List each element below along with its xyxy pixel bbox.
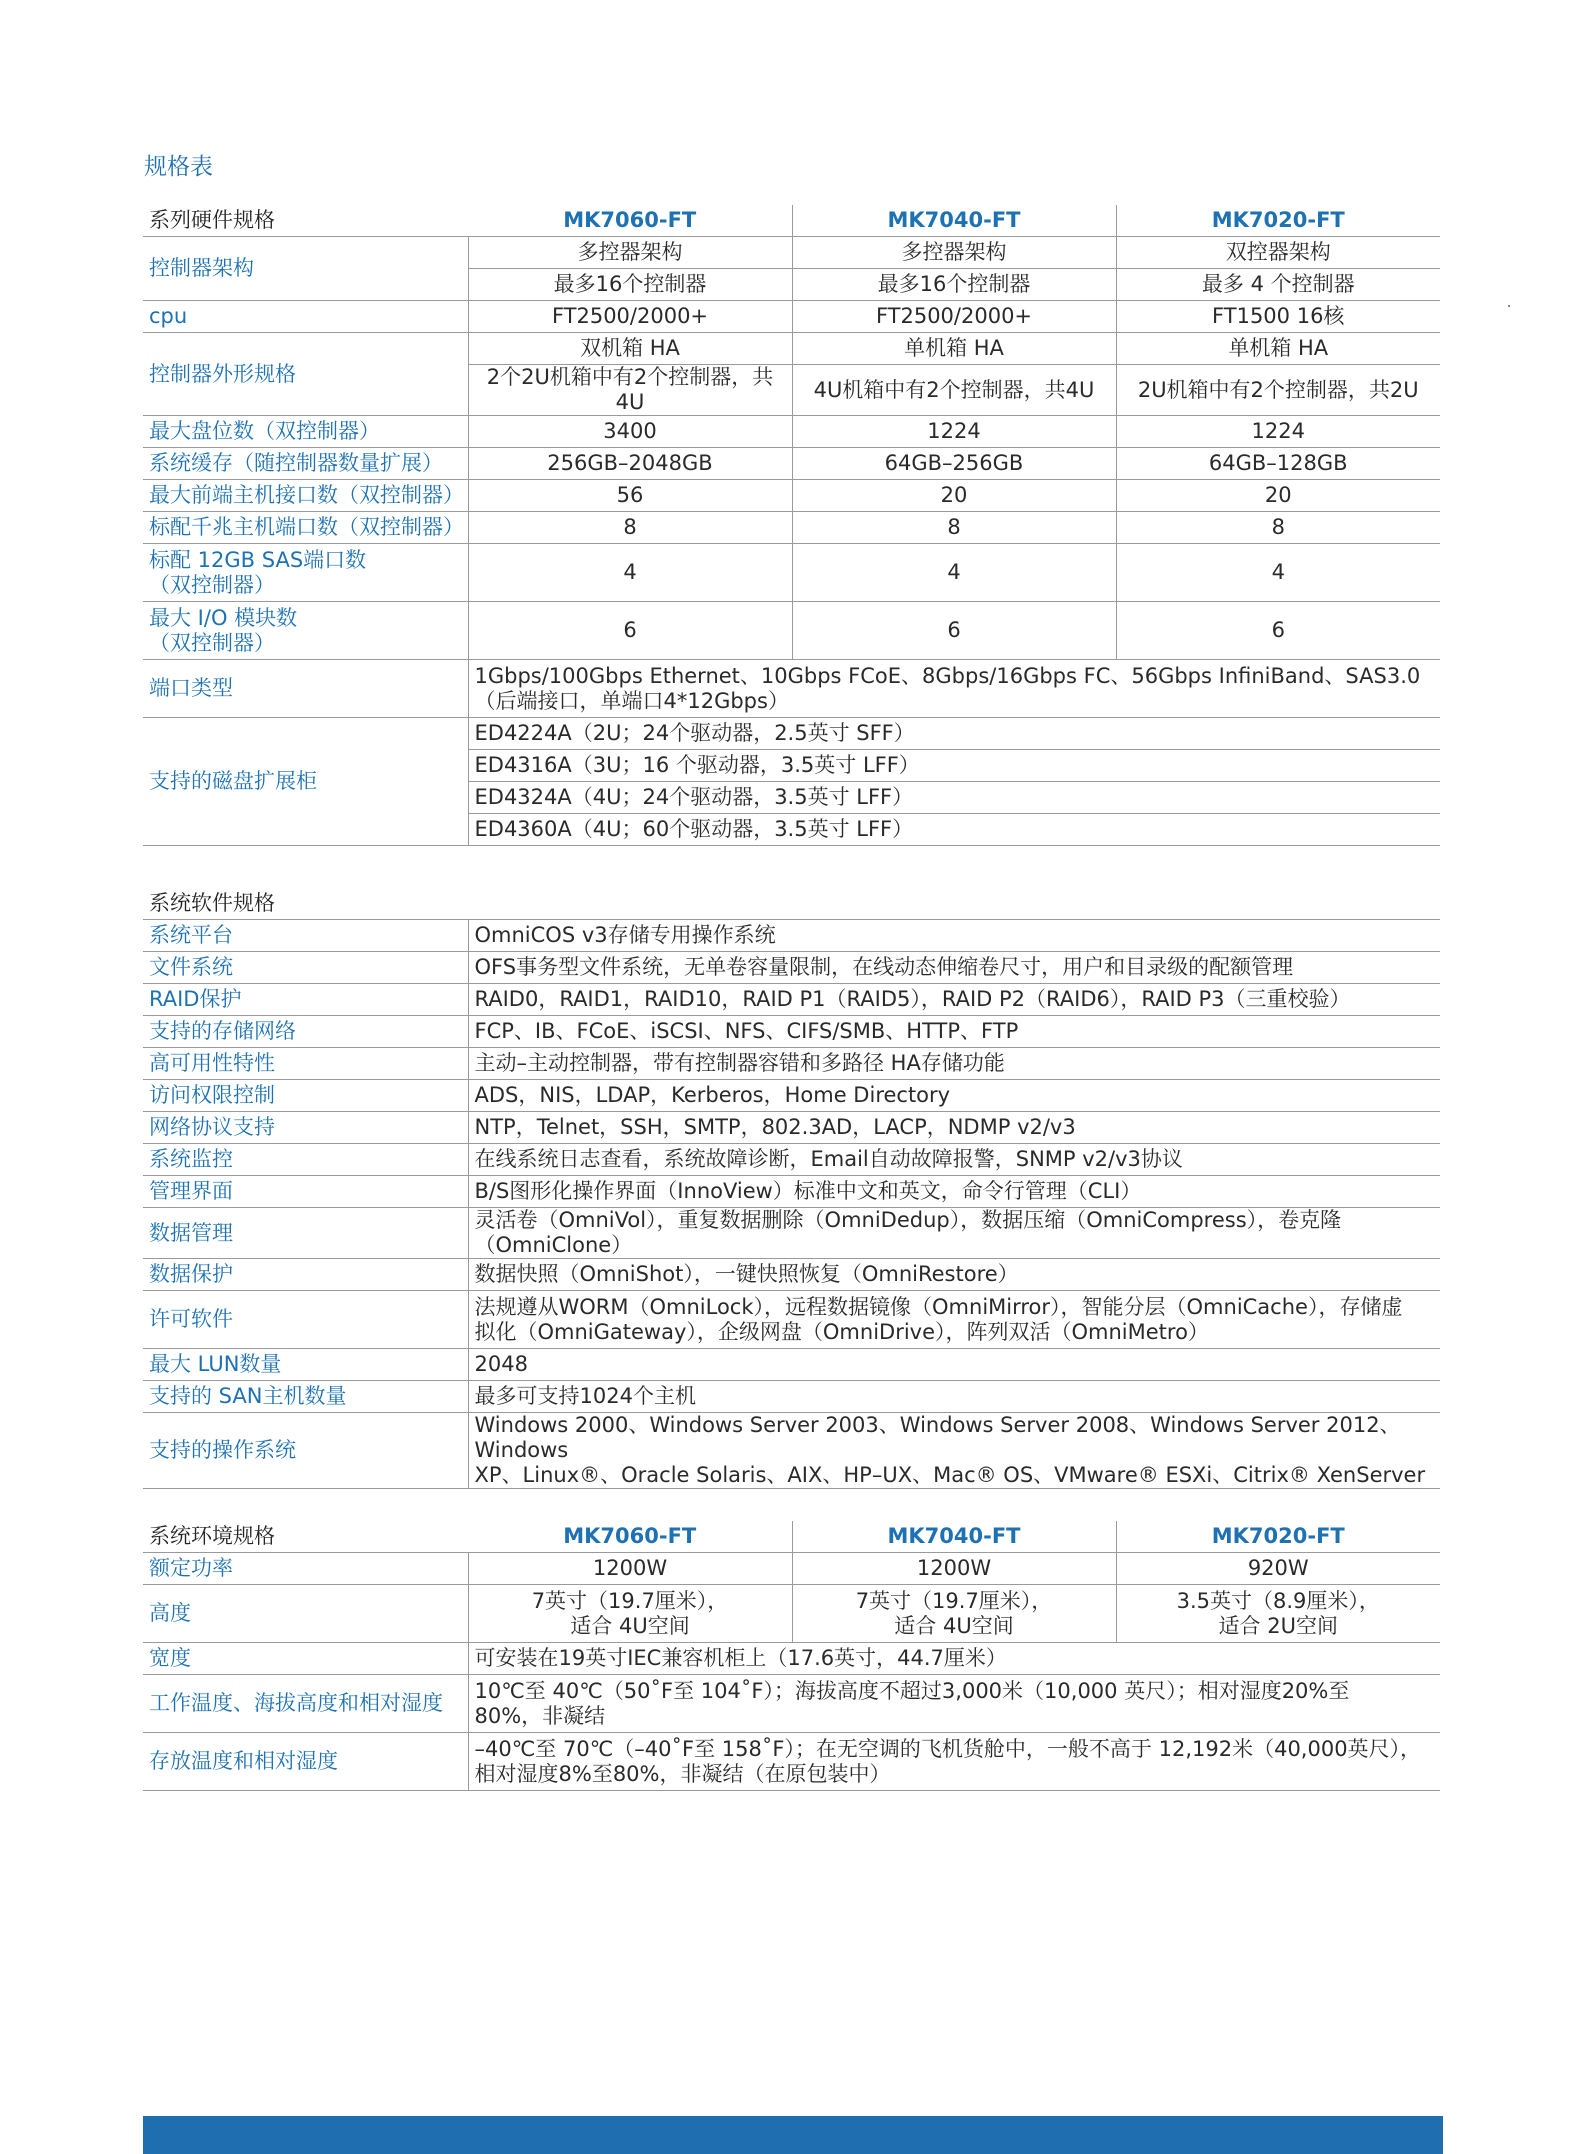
table-row [143, 1413, 1440, 1489]
row-label: 系统平台 [143, 920, 468, 952]
table-row [143, 301, 1440, 333]
row-value: OmniCOS v3存储专用操作系统 [468, 920, 1440, 952]
cell-value: 56 [468, 480, 792, 512]
cell-value: 双控器架构 [1116, 237, 1440, 269]
cell-value: 6 [792, 602, 1116, 660]
expansion-item: ED4224A（2U；24个驱动器，2.5英寸 SFF） [468, 718, 1440, 750]
table-row [143, 1291, 1440, 1349]
footer-bar [143, 2116, 1443, 2154]
row-label: 系统缓存（随控制器数量扩展） [143, 448, 468, 480]
port-type-value: 1Gbps/100Gbps Ethernet、10Gbps FCoE、8Gbps/16Gbps FC、56Gbps InfiniBand、SAS3.0 （后端接口，单端口4*12Gbps） [468, 660, 1440, 718]
cell-value: 1200W [792, 1553, 1116, 1585]
cell-value: 4 [792, 544, 1116, 602]
row-label: 工作温度、海拔高度和相对湿度 [143, 1675, 468, 1733]
row-label: 数据保护 [143, 1259, 468, 1291]
row-value: RAID0，RAID1，RAID10，RAID P1（RAID5），RAID P2（RAID6），RAID P3（三重校验） [468, 984, 1440, 1016]
expansion-row [143, 718, 1440, 750]
cell-value: 4 [1116, 544, 1440, 602]
row-label: cpu [143, 301, 468, 333]
table-row [143, 480, 1440, 512]
cell-value: 最多16个控制器 [468, 269, 792, 301]
environment-heading: 系统环境规格 [143, 1521, 468, 1553]
table-row [143, 544, 1440, 602]
cell-value: 8 [468, 512, 792, 544]
table-row [143, 448, 1440, 480]
cell-value: 64GB–256GB [792, 448, 1116, 480]
row-label: 访问权限控制 [143, 1080, 468, 1112]
row-label: 许可软件 [143, 1291, 468, 1349]
table-row [143, 1048, 1440, 1080]
table-row [143, 237, 1440, 269]
row-value: ADS，NIS，LDAP，Kerberos，Home Directory [468, 1080, 1440, 1112]
table-row [143, 920, 1440, 952]
table-row [143, 1643, 1440, 1675]
table-row [143, 1381, 1440, 1413]
row-value: OFS事务型文件系统，无单卷容量限制，在线动态伸缩卷尺寸，用户和目录级的配额管理 [468, 952, 1440, 984]
environment-spec-table [143, 1521, 1440, 1791]
cell-value: 3.5英寸（8.9厘米）， 适合 2U空间 [1116, 1585, 1440, 1643]
table-row [143, 1675, 1440, 1733]
cell-value: 4 [468, 544, 792, 602]
row-label: 标配 12GB SAS端口数 （双控制器） [143, 544, 468, 602]
cell-value: 7英寸（19.7厘米）， 适合 4U空间 [792, 1585, 1116, 1643]
software-heading: 系统软件规格 [143, 888, 1440, 920]
row-label: 支持的操作系统 [143, 1413, 468, 1489]
cell-value: FT2500/2000+ [468, 301, 792, 333]
cell-value: 6 [468, 602, 792, 660]
model-header: MK7020-FT [1116, 205, 1440, 237]
model-header: MK7060-FT [468, 205, 792, 237]
row-value: 法规遵从WORM（OmniLock），远程数据镜像（OmniMirror），智能分层（OmniCache），存储虚 拟化（OmniGateway），企级网盘（OmniDrive），阵列双活（OmniMetro） [468, 1291, 1440, 1349]
cell-value: 单机箱 HA [792, 333, 1116, 365]
table-row [143, 1733, 1440, 1791]
row-label: 高度 [143, 1585, 468, 1643]
expansion-item: ED4316A（3U；16 个驱动器，3.5英寸 LFF） [468, 750, 1440, 782]
model-header: MK7020-FT [1116, 1521, 1440, 1553]
row-label: 控制器架构 [143, 237, 468, 301]
row-label: 管理界面 [143, 1176, 468, 1208]
table-row [143, 952, 1440, 984]
table-row [143, 1144, 1440, 1176]
cell-value: 1224 [792, 416, 1116, 448]
cell-value: 最多16个控制器 [792, 269, 1116, 301]
row-label: 文件系统 [143, 952, 468, 984]
cell-value: 8 [1116, 512, 1440, 544]
port-type-row [143, 660, 1440, 718]
row-value: B/S图形化操作界面（InnoView）标准中文和英文，命令行管理（CLI） [468, 1176, 1440, 1208]
cell-value: 2个2U机箱中有2个控制器，共4U [468, 365, 792, 416]
table-row [143, 1176, 1440, 1208]
model-header: MK7040-FT [792, 1521, 1116, 1553]
expansion-item: ED4324A（4U；24个驱动器，3.5英寸 LFF） [468, 782, 1440, 814]
row-label: 支持的 SAN主机数量 [143, 1381, 468, 1413]
row-label: 高可用性特性 [143, 1048, 468, 1080]
cell-value: 3400 [468, 416, 792, 448]
row-label: 数据管理 [143, 1208, 468, 1259]
cell-value: 2U机箱中有2个控制器，共2U [1116, 365, 1440, 416]
table-row [143, 1208, 1440, 1259]
cell-value: 最多 4 个控制器 [1116, 269, 1440, 301]
table-row [143, 1112, 1440, 1144]
row-value: 灵活卷（OmniVol），重复数据删除（OmniDedup），数据压缩（OmniCompress），卷克隆（OmniClone） [468, 1208, 1440, 1259]
row-value: –40℃至 70℃（–40˚F至 158˚F）；在无空调的飞机货舱中，一般不高于 12,192米（40,000英尺）， 相对湿度8%至80%，非凝结（在原包装中） [468, 1733, 1440, 1791]
table-row [143, 1080, 1440, 1112]
expansion-item: ED4360A（4U；60个驱动器，3.5英寸 LFF） [468, 814, 1440, 846]
cell-value: 7英寸（19.7厘米）， 适合 4U空间 [468, 1585, 792, 1643]
table-row [143, 333, 1440, 365]
table-row [143, 416, 1440, 448]
row-label: 最大前端主机接口数（双控制器） [143, 480, 468, 512]
cell-value: FT2500/2000+ [792, 301, 1116, 333]
software-spec-table [143, 888, 1440, 1489]
row-label: 支持的磁盘扩展柜 [143, 718, 468, 846]
row-label: 最大 I/O 模块数 （双控制器） [143, 602, 468, 660]
hardware-spec-table [143, 205, 1440, 846]
row-value: 10℃至 40℃（50˚F至 104˚F）；海拔高度不超过3,000米（10,000 英尺）；相对湿度20%至 80%，非凝结 [468, 1675, 1440, 1733]
row-value: 可安装在19英寸IEC兼容机柜上（17.6英寸，44.7厘米） [468, 1643, 1440, 1675]
row-label: 控制器外形规格 [143, 333, 468, 416]
height-row [143, 1585, 1440, 1643]
row-label: 宽度 [143, 1643, 468, 1675]
cell-value: 20 [792, 480, 1116, 512]
cell-value: 多控器架构 [468, 237, 792, 269]
cell-value: FT1500 16核 [1116, 301, 1440, 333]
environment-header-row [143, 1521, 1440, 1553]
table-row [143, 1349, 1440, 1381]
table-row [143, 984, 1440, 1016]
hardware-header-row [143, 205, 1440, 237]
row-value: 在线系统日志查看，系统故障诊断，Email自动故障报警，SNMP v2/v3协议 [468, 1144, 1440, 1176]
row-label: 最大盘位数（双控制器） [143, 416, 468, 448]
hardware-heading: 系列硬件规格 [143, 205, 468, 237]
cell-value: 920W [1116, 1553, 1440, 1585]
table-row [143, 1259, 1440, 1291]
model-header: MK7060-FT [468, 1521, 792, 1553]
row-value: 2048 [468, 1349, 1440, 1381]
row-label: 额定功率 [143, 1553, 468, 1585]
cell-value: 单机箱 HA [1116, 333, 1440, 365]
power-row [143, 1553, 1440, 1585]
cell-value: 1200W [468, 1553, 792, 1585]
page-title: 规格表 [144, 154, 213, 180]
cell-value: 64GB–128GB [1116, 448, 1440, 480]
row-value: 最多可支持1024个主机 [468, 1381, 1440, 1413]
row-value: NTP，Telnet，SSH，SMTP，802.3AD，LACP，NDMP v2/v3 [468, 1112, 1440, 1144]
cell-value: 多控器架构 [792, 237, 1116, 269]
cell-value: 8 [792, 512, 1116, 544]
row-label: 端口类型 [143, 660, 468, 718]
row-label: RAID保护 [143, 984, 468, 1016]
model-header: MK7040-FT [792, 205, 1116, 237]
cell-value: 6 [1116, 602, 1440, 660]
cell-value: 1224 [1116, 416, 1440, 448]
row-label: 支持的存储网络 [143, 1016, 468, 1048]
row-label: 最大 LUN数量 [143, 1349, 468, 1381]
table-row [143, 602, 1440, 660]
row-label: 系统监控 [143, 1144, 468, 1176]
cell-value: 256GB–2048GB [468, 448, 792, 480]
stray-dot [1508, 305, 1510, 307]
row-label: 网络协议支持 [143, 1112, 468, 1144]
software-header-row [143, 888, 1440, 920]
row-value: 主动–主动控制器，带有控制器容错和多路径 HA存储功能 [468, 1048, 1440, 1080]
row-label: 标配千兆主机端口数（双控制器） [143, 512, 468, 544]
row-value: FCP、IB、FCoE、iSCSI、NFS、CIFS/SMB、HTTP、FTP [468, 1016, 1440, 1048]
row-value: Windows 2000、Windows Server 2003、Windows Server 2008、Windows Server 2012、Windows XP、Linux®、Oracle Solaris、AIX、HP–UX、Mac® OS、VMware® ESXi、Citrix® XenServer [468, 1413, 1440, 1489]
row-label: 存放温度和相对湿度 [143, 1733, 468, 1791]
cell-value: 双机箱 HA [468, 333, 792, 365]
cell-value: 4U机箱中有2个控制器，共4U [792, 365, 1116, 416]
row-value: 数据快照（OmniShot），一键快照恢复（OmniRestore） [468, 1259, 1440, 1291]
table-row [143, 512, 1440, 544]
table-row [143, 1016, 1440, 1048]
cell-value: 20 [1116, 480, 1440, 512]
